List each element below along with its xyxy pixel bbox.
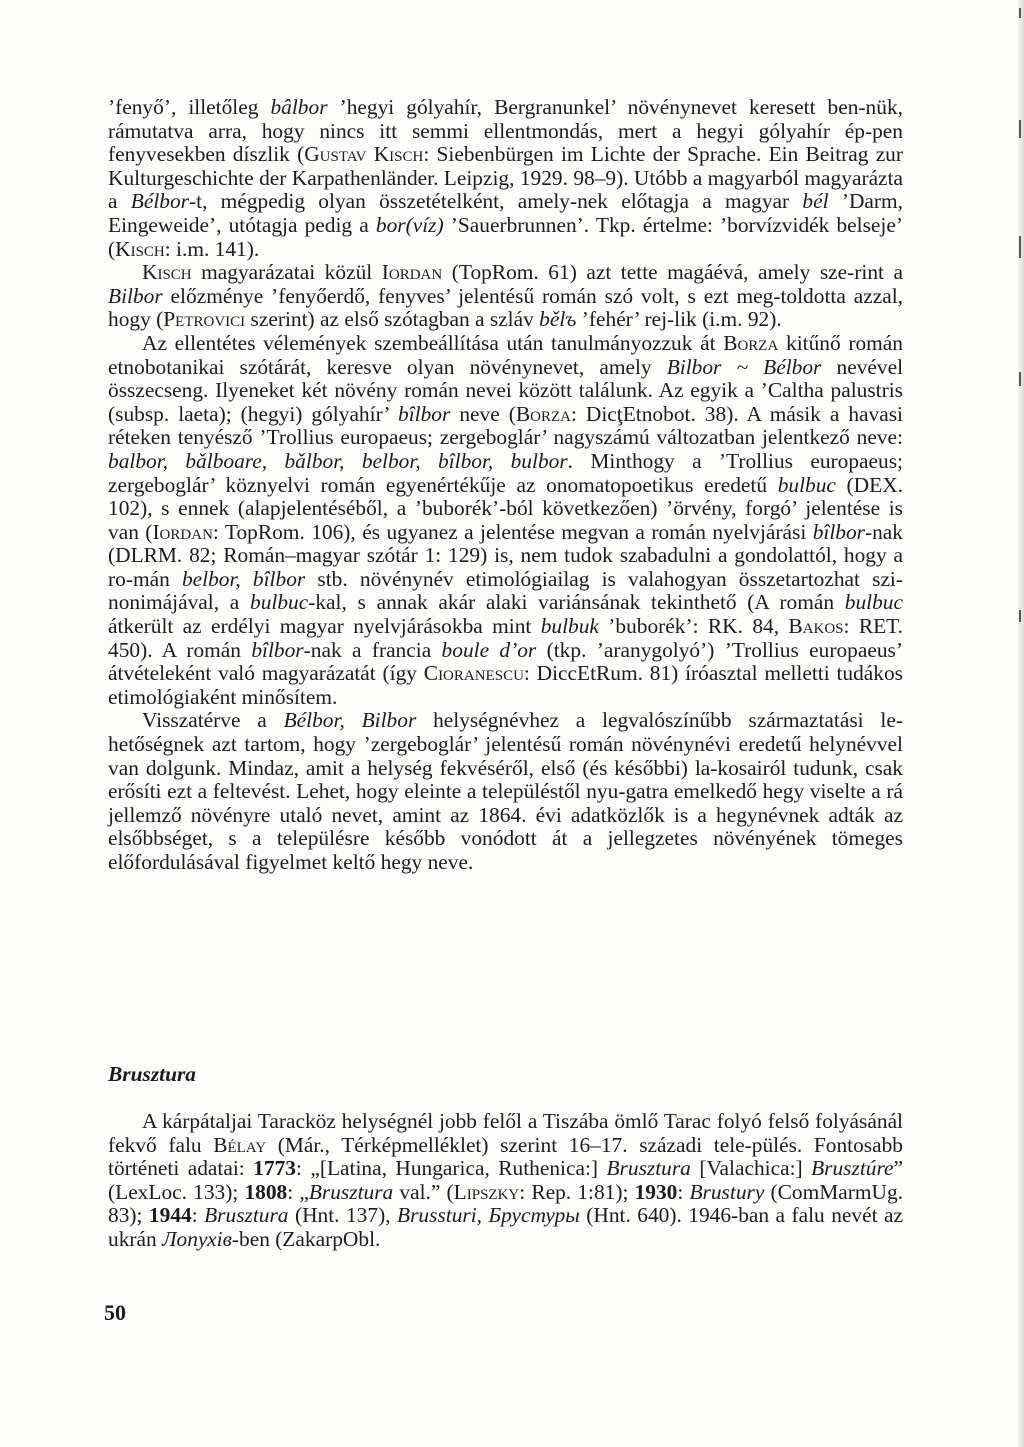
bold-year: 1808 — [244, 1179, 288, 1204]
scan-mark — [1019, 236, 1021, 258]
section-heading: Brusztura — [108, 1062, 196, 1086]
text-run: A kárpátaljai Taracköz helységnél jobb felől a Tiszába ömlő Tarac folyó felső folyásánál fekvő falu — [108, 1109, 903, 1157]
text-run: ’fenyő’, illetőleg — [108, 95, 271, 119]
italic-term: Лопухів — [162, 1226, 232, 1251]
body-text — [108, 96, 903, 875]
italic-term: Brussturi, Брустуры — [397, 1203, 580, 1228]
italic-term: Brusztura — [606, 1156, 691, 1181]
text-run: : Siebenbürgen im Lichte der Sprache. Ein Beitrag zur Kulturgeschichte der Karpathenländer. Leipzig, 1929. 98–9). Utóbb a magyarból magyarázta a — [108, 142, 904, 214]
italic-term: Bilbor — [108, 283, 163, 308]
text-run: előzménye ’fenyőerdő, fenyves’ jelentésű román szó volt, s ezt meg-toldotta azzal, hogy ( — [108, 283, 903, 332]
text-run: stb. növénynév etimológiailag is valahogyan összetartozhat szi-nonimájával, a — [108, 566, 904, 615]
scan-mark — [1019, 372, 1021, 386]
italic-term: Bélbor, Bilbor — [283, 708, 417, 733]
author-name: Kisch — [142, 260, 192, 285]
text-run: : RET. 450). A román — [108, 614, 903, 662]
text-run: ’hegyi gólyahír, Bergranunkel’ növénynevet keresett ben-nük, rámutatva arra, hogy nincs itt semmi ellentmondás, mert a hegyi gólyahír ép-pen fenyvesekben díszlik ( — [108, 95, 903, 167]
italic-term: balbor, bǎlboare, bǎlbor, belbor, bîlbor, bulbor — [108, 448, 568, 473]
bold-year: 1944 — [148, 1203, 192, 1228]
bold-year: 1930 — [634, 1179, 678, 1204]
bold-year: 1773 — [253, 1156, 296, 1181]
italic-term: bâlbor — [270, 95, 328, 119]
text-run: Az ellentétes vélemények szembeállítása után tanulmányozzuk át — [142, 330, 724, 355]
text-run: szerint) az első szótagban a szláv — [245, 307, 540, 332]
text-run: (Már., Térképmelléklet) szerint 16–17. századi tele-pülés. Fontosabb történeti adatai: — [108, 1132, 904, 1181]
italic-term: bělъ — [539, 307, 577, 332]
italic-term: bor(víz) — [375, 212, 444, 237]
text-run: (ComMarmUg. 83); — [108, 1179, 903, 1228]
text-run: -nak (DLRM. 82; Román–magyar szótár 1: 129) is, nem tudok szabadulni a gondolattól, hogy a ro-mán — [108, 519, 903, 591]
author-name: Iordan — [381, 260, 443, 285]
text-run: -kal, s annak akár alaki variánsának tekinthető (A román — [308, 590, 845, 615]
text-run: neve ( — [450, 401, 516, 426]
text-run: (Hnt. 640). 1946-ban a falu nevét az ukrán — [108, 1203, 903, 1251]
text-run: : — [677, 1179, 690, 1204]
paragraph — [108, 1110, 903, 1252]
scan-mark — [1019, 610, 1021, 622]
italic-term: boule d’or — [441, 637, 537, 662]
italic-term: belbor, bîlbor — [181, 566, 306, 591]
text-run: : i.m. 141). — [164, 236, 260, 261]
text-run: [Valachica:] — [690, 1156, 812, 1181]
author-name: Borza — [723, 330, 779, 355]
paragraph — [108, 261, 903, 332]
author-name: Petrovici — [163, 307, 246, 332]
text-run: ’Darm, Eingeweide’, utótagja pedig a — [108, 189, 903, 237]
paragraph — [108, 709, 903, 874]
text-run: . Minthogy a ’Trollius europaeus; zergeboglár’ köznyelvi román egyenértékűje az onomatopoetikus eredetű — [108, 448, 903, 497]
italic-term: bîlbor — [812, 519, 865, 544]
italic-term: Brusztura — [204, 1203, 289, 1228]
scan-edge — [1018, 0, 1024, 1447]
scan-mark — [1019, 8, 1021, 18]
text-run: helységnévhez a legvalószínűbb származtatási le-hetőségnek azt tartom, hogy ’zergeboglár’ jelentésű román növénynévi eredetű helynévvel van dolgunk. Mindaz, amit a helység fekvéséről, első (és későbbi) la-kosairól tudunk, csak erősíti ezt a feltevést. Lehet, hogy eleinte a településtől nyu-gatra emelkedő hegy viselte a rá jellemző növényre utaló nevet, amint az 1864. évi adatközlők is a hegynévnek adták az elsőbbséget, s a településre később vonódott át a jellegzetes növényének tömeges előfordulásával figyelmet keltő hegy neve. — [108, 708, 903, 874]
text-run: val.” ( — [393, 1179, 454, 1204]
text-run: : DiccEtRum. 81) íróasztal melletti tudákos etimológiaként minősítem. — [108, 661, 903, 709]
italic-term: bulbuk — [540, 614, 599, 639]
italic-term: bulbuc — [250, 590, 309, 615]
author-name: Lipszky — [453, 1179, 520, 1204]
italic-term: Brusztura — [308, 1179, 394, 1204]
text-run: (Hnt. 137), — [288, 1203, 398, 1228]
text-run: ” (LexLoc. 133); — [108, 1156, 903, 1204]
text-run: : „ — [287, 1179, 309, 1204]
page-number: 50 — [104, 1300, 126, 1325]
italic-term: bîlbor — [251, 637, 304, 662]
text-run: (DEX. 102), s ennek (alapjelentéséből, a ’buborék’-ból következően) ’örvény, forgó’ jelentése is van ( — [108, 472, 903, 544]
text-run: ’buborék’: RK. 84, — [598, 614, 789, 639]
italic-term: Bélbor — [130, 189, 189, 214]
text-run: (tkp. ’aranygolyó’) ’Trollius europaeus’ átvételeként való magyarázatát (így — [108, 637, 903, 686]
author-name: Gustav Kisch — [304, 142, 424, 167]
author-name: Iordan — [152, 519, 213, 544]
author-name: Bélay — [213, 1132, 267, 1157]
text-run: -ben (ZakarpObl. — [231, 1226, 381, 1251]
text-run: (TopRom. 61) azt tette magáévá, amely sze-rint a — [442, 260, 903, 285]
author-name: Cioranescu — [423, 661, 524, 686]
text-run: : TopRom. 106), és ugyanez a jelentése megvan a román nyelvjárási — [212, 519, 813, 544]
author-name: Borza — [515, 401, 571, 426]
text-run: ’Sauerbrunnen’. Tkp. értelme: ’borvízvidék belseje’ ( — [108, 212, 903, 261]
text-run: magyarázatai közül — [191, 260, 382, 285]
author-name: Bakos — [788, 614, 844, 639]
italic-term: Bilbor ~ Bélbor — [666, 354, 822, 379]
text-run: Visszatérve a — [142, 708, 284, 733]
text-run: kitűnő román etnobotanikai szótárát, keresve olyan növénynevet, amely — [108, 330, 903, 379]
italic-term: bulbuc — [844, 590, 903, 615]
text-run: ’fehér’ rej-lik (i.m. 92). — [576, 307, 782, 332]
section-body-text — [108, 1110, 903, 1252]
italic-term: Brusztúre — [811, 1156, 894, 1181]
text-run: : — [191, 1203, 205, 1228]
text-run: : „[Latina, Hungarica, Ruthenica:] — [295, 1156, 607, 1181]
author-name: Kisch — [115, 236, 165, 261]
italic-term: Brustury — [689, 1179, 765, 1204]
text-run: : DicţEtnobot. 38). A másik a havasi réteken tenyésző ’Trollius europaeus; zergeboglár’ nagyszámú változatban jelentkező neve: — [108, 401, 903, 450]
text-run: átkerült az erdélyi magyar nyelvjárásokba mint — [108, 614, 541, 639]
text-run: -nak a francia — [303, 637, 442, 662]
italic-term: bîlbor — [398, 401, 451, 426]
paragraph — [108, 96, 903, 261]
italic-term: bulbuc — [777, 472, 836, 497]
scan-mark — [1019, 120, 1021, 138]
paragraph — [108, 332, 903, 710]
italic-term: bél — [802, 189, 829, 214]
text-run: : Rep. 1:81); — [519, 1179, 635, 1204]
text-run: -t, mégpedig olyan összetételként, amely-nek előtagja a magyar — [189, 189, 803, 214]
text-run: nevével összecseng. Ilyeneket két növény román nevei között találunk. Az egyik a ’Caltha palustris (subsp. laeta); (hegyi) gólyahír’ — [108, 354, 904, 426]
